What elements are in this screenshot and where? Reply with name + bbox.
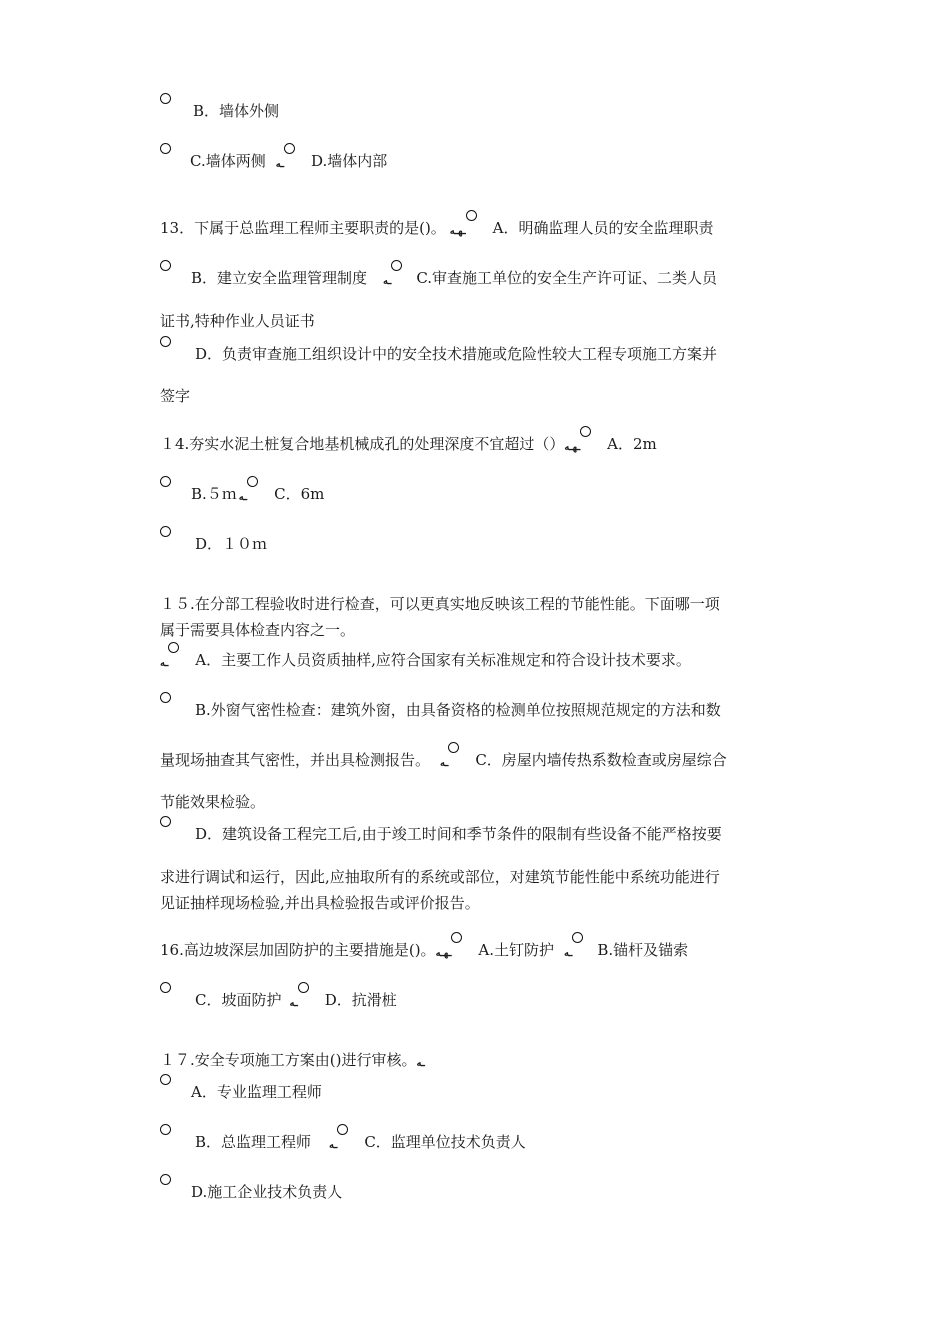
q15-option-d-continued-2 (160, 893, 480, 913)
marker-icon: ـه (458, 226, 466, 237)
question-stem: 属于需要具体检查内容之一。 (160, 621, 356, 639)
radio-button[interactable] (160, 93, 171, 104)
option-text: 证书,特种作业人员证书 (160, 312, 315, 330)
q15-option-d-line (160, 824, 722, 844)
q16-stem-line (160, 940, 688, 960)
option-text: C．坡面防护 (195, 991, 282, 1009)
q17-stem-line (160, 1050, 425, 1070)
q12-option-b-line (160, 101, 279, 121)
marker-icon: ـه (440, 758, 449, 769)
option-text: B.５ｍ (191, 485, 237, 503)
marker-icon: ـه (443, 948, 452, 959)
q14-option-d-line (160, 534, 267, 554)
option-text: C.审查施工单位的安全生产许可证、二类人员 (416, 269, 718, 287)
option-text: C．房屋内墙传热系数检查或房屋综合 (475, 751, 727, 769)
q17-option-bc-line (160, 1132, 526, 1152)
marker-icon: ـه (289, 998, 298, 1009)
option-text: B．建立安全监理管理制度 (191, 269, 368, 287)
option-text: A.土钉防护 (478, 941, 555, 959)
q13-option-c-continued (160, 311, 315, 331)
option-text: B．墙体外侧 (193, 102, 280, 120)
radio-button[interactable] (337, 1124, 348, 1135)
radio-button[interactable] (451, 932, 462, 943)
option-text: D.墙体内部 (311, 152, 388, 170)
marker-icon: ـه (416, 1058, 425, 1069)
marker-icon: ـه (160, 658, 169, 669)
option-text: C．监理单位技术负责人 (364, 1133, 526, 1151)
option-text: 求进行调试和运行，因此,应抽取所有的系统或部位，对建筑节能性能中系统功能进行 (160, 868, 720, 886)
option-text: D．抗滑桩 (324, 991, 397, 1009)
option-text: 节能效果检验。 (160, 793, 266, 811)
option-text: D．负责审查施工组织设计中的安全技术措施或危险性较大工程专项施工方案并 (195, 345, 718, 363)
option-text: A．专业监理工程师 (191, 1083, 322, 1101)
question-stem: １５.在分部工程验收时进行检查，可以更真实地反映该工程的节能性能。下面哪一项 (160, 595, 720, 613)
radio-button[interactable] (160, 476, 171, 487)
q12-option-cd-line (160, 151, 387, 171)
q15-option-b-continued (160, 750, 727, 770)
option-text: B.外窗气密性检查：建筑外窗，由具备资格的检测单位按照规范规定的方法和数 (195, 701, 721, 719)
radio-button[interactable] (160, 526, 171, 537)
option-text: B．总监理工程师 (195, 1133, 312, 1151)
radio-button[interactable] (160, 816, 171, 827)
q14-option-bc-line (160, 484, 324, 504)
radio-button[interactable] (160, 1124, 171, 1135)
option-text: A．主要工作人员资质抽样,应符合国家有关标准规定和符合设计技术要求。 (195, 651, 691, 669)
radio-button[interactable] (580, 426, 591, 437)
q14-stem-line (160, 434, 657, 454)
option-text: D．１０ｍ (195, 535, 268, 553)
question-stem: 13．下属于总监理工程师主要职责的是()。 (160, 219, 446, 237)
q13-option-d-line (160, 344, 717, 364)
radio-button[interactable] (160, 1074, 171, 1085)
marker-icon: ـه (572, 442, 581, 453)
q15-option-d-continued-1 (160, 867, 720, 887)
q15-option-c-continued (160, 792, 265, 812)
radio-button[interactable] (284, 143, 295, 154)
option-text: 见证抽样现场检验,并出具检验报告或评价报告。 (160, 894, 480, 912)
q13-option-d-continued (160, 386, 190, 406)
option-text: 签字 (160, 387, 191, 405)
radio-button[interactable] (160, 982, 171, 993)
marker-icon: ـه (564, 442, 573, 453)
radio-button[interactable] (466, 210, 477, 221)
radio-button[interactable] (298, 982, 309, 993)
q13-option-bc-line (160, 268, 717, 288)
marker-icon: ـه (383, 276, 392, 287)
option-text: A．2m (607, 435, 657, 453)
radio-button[interactable] (160, 260, 171, 271)
option-text: D.施工企业技术负责人 (191, 1183, 343, 1201)
option-text: B.锚杆及锚索 (597, 941, 689, 959)
marker-icon: ـه (275, 159, 285, 170)
radio-button[interactable] (572, 932, 583, 943)
q15-stem-line-1 (160, 594, 720, 614)
radio-button[interactable] (247, 476, 258, 487)
marker-icon: ـه (435, 948, 444, 959)
question-stem: １７.安全专项施工方案由()进行审核。 (160, 1051, 417, 1069)
option-text: A．明确监理人员的安全监理职责 (492, 219, 714, 237)
marker-icon: ـه (238, 492, 248, 503)
radio-button[interactable] (160, 143, 171, 154)
q15-option-a-line (160, 650, 691, 670)
radio-button[interactable] (160, 336, 171, 347)
q16-option-cd-line (160, 990, 397, 1010)
radio-button[interactable] (160, 692, 171, 703)
option-text: 量现场抽查其气密性，并出具检测报告。 (160, 751, 431, 769)
radio-button[interactable] (391, 260, 402, 271)
question-stem: 16.高边坡深层加固防护的主要措施是()。 (160, 941, 436, 959)
option-text: C．6m (274, 485, 325, 503)
q17-option-a-line (160, 1082, 322, 1102)
radio-button[interactable] (160, 1174, 171, 1185)
q17-option-d-line (160, 1182, 342, 1202)
q15-option-b-line (160, 700, 721, 720)
marker-icon: ـه (564, 948, 573, 959)
marker-icon: ـه (449, 226, 459, 237)
radio-button[interactable] (448, 742, 459, 753)
option-text: D．建筑设备工程完工后,由于竣工时间和季节条件的限制有些设备不能严格按要 (195, 825, 722, 843)
question-stem: １4.夯实水泥土桩复合地基机械成孔的处理深度不宜超过（） (160, 435, 565, 453)
q15-stem-line-2 (160, 620, 355, 640)
q13-stem-line (160, 218, 713, 238)
option-text: C.墙体两侧 (190, 152, 266, 170)
radio-button[interactable] (168, 642, 179, 653)
marker-icon: ـه (329, 1140, 338, 1151)
